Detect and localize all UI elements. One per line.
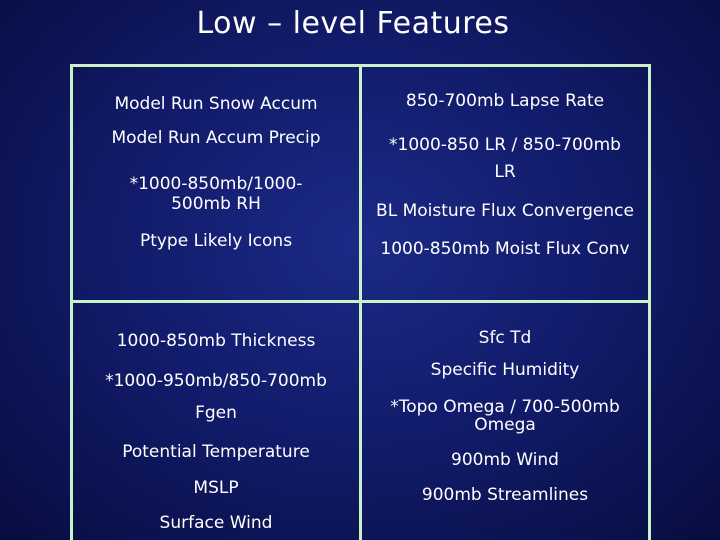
left-top-item-3: *1000-850mb/1000- [129,174,303,194]
right-bottom-item-3b: Omega [474,415,536,435]
right-bottom-item-3: *Topo Omega / 700-500mb [390,397,620,417]
grid-horizontal-divider [70,300,651,303]
left-bottom-item-2: *1000-950mb/850-700mb [105,371,327,391]
left-top-item-3b: 500mb RH [171,194,261,214]
left-bottom-item-2b: Fgen [195,403,237,423]
left-top-item-2: Model Run Accum Precip [111,128,321,148]
right-top-item-2b: LR [494,162,516,182]
right-bottom-item-2: Specific Humidity [430,360,580,380]
right-top-item-2: *1000-850 LR / 850-700mb [389,135,621,155]
left-bottom-item-3: Potential Temperature [122,442,310,462]
right-bottom-item-1: Sfc Td [478,328,532,348]
right-top-item-3: BL Moisture Flux Convergence [376,201,634,221]
right-bottom-item-4: 900mb Wind [451,450,559,470]
left-bottom-item-4: MSLP [193,478,239,498]
right-top-item-1: 850-700mb Lapse Rate [405,91,605,111]
left-top-item-1: Model Run Snow Accum [114,94,318,114]
grid-right-border [648,64,651,540]
right-bottom-item-5: 900mb Streamlines [421,485,589,505]
left-bottom-item-1: 1000-850mb Thickness [116,331,316,351]
left-bottom-item-5: Surface Wind [159,513,273,533]
left-top-item-4: Ptype Likely Icons [139,231,293,251]
grid-left-border [70,64,73,540]
right-top-item-4: 1000-850mb Moist Flux Conv [380,239,630,259]
page-title: Low – level Features [196,6,510,41]
